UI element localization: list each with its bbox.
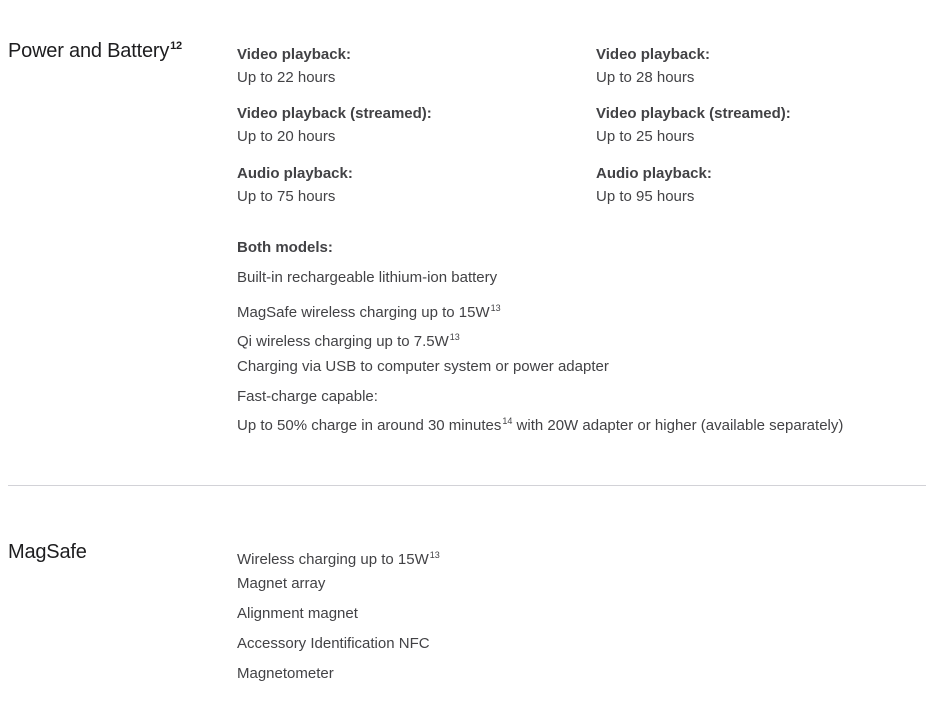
fast-charge-detail xyxy=(237,411,843,436)
feature-magsafe-charging xyxy=(237,298,501,323)
feature-text: Charging via USB to computer system or power adapter xyxy=(237,358,609,375)
spec-left-video xyxy=(237,43,351,89)
feature-battery xyxy=(237,268,497,288)
spec-value: Up to 28 hours xyxy=(596,69,695,86)
spec-label: Video playback (streamed): xyxy=(237,105,432,122)
footnote-link[interactable]: 13 xyxy=(490,303,501,313)
magsafe-item-magnetometer: Magnetometer xyxy=(237,665,334,682)
spec-left-audio xyxy=(237,162,353,208)
section-divider xyxy=(8,485,926,486)
spec-label: Video playback: xyxy=(596,46,710,63)
spec-value: Up to 75 hours xyxy=(237,188,336,205)
feature-usb-charging xyxy=(237,357,609,377)
spec-label: Video playback: xyxy=(237,46,351,63)
spec-right-video-streamed xyxy=(596,102,791,148)
spec-value: Up to 22 hours xyxy=(237,69,336,86)
spec-label: Video playback (streamed): xyxy=(596,105,791,122)
feature-text: Built-in rechargeable lithium-ion battery xyxy=(237,269,498,286)
magsafe-title: MagSafe xyxy=(8,541,87,563)
feature-text: Qi wireless charging up to 7.5W xyxy=(237,333,449,350)
fast-charge-text: Up to 50% charge in around 30 minutes xyxy=(237,417,502,434)
power-battery-title-text: Power and Battery xyxy=(8,40,170,62)
spec-right-video xyxy=(596,43,710,89)
magsafe-item-magnet-array: Magnet array xyxy=(237,575,326,592)
spec-value: Up to 25 hours xyxy=(596,128,695,145)
footnote-link[interactable]: 13 xyxy=(449,332,460,342)
spec-value: Up to 95 hours xyxy=(596,188,695,205)
feature-text: MagSafe wireless charging up to 15W xyxy=(237,304,490,321)
fast-charge-label: Fast-charge capable: xyxy=(237,388,378,405)
power-battery-title xyxy=(8,40,182,63)
magsafe-item-nfc: Accessory Identification NFC xyxy=(237,635,430,652)
footnote-link[interactable]: 13 xyxy=(429,550,440,560)
both-models-label: Both models: xyxy=(237,239,333,256)
magsafe-item-alignment: Alignment magnet xyxy=(237,605,358,622)
magsafe-item-wireless xyxy=(237,545,440,570)
power-battery-footnote-12[interactable]: 12 xyxy=(170,40,182,52)
magsafe-item-text: Wireless charging up to 15W xyxy=(237,551,429,568)
spec-label: Audio playback: xyxy=(237,165,353,182)
spec-label: Audio playback: xyxy=(596,165,712,182)
spec-left-video-streamed xyxy=(237,102,432,148)
footnote-link[interactable]: 14 xyxy=(502,416,513,426)
fast-charge-text-after: with 20W adapter or higher (available separately) xyxy=(512,417,844,434)
spec-right-audio xyxy=(596,162,712,208)
feature-qi-charging xyxy=(237,327,460,352)
spec-value: Up to 20 hours xyxy=(237,128,336,145)
